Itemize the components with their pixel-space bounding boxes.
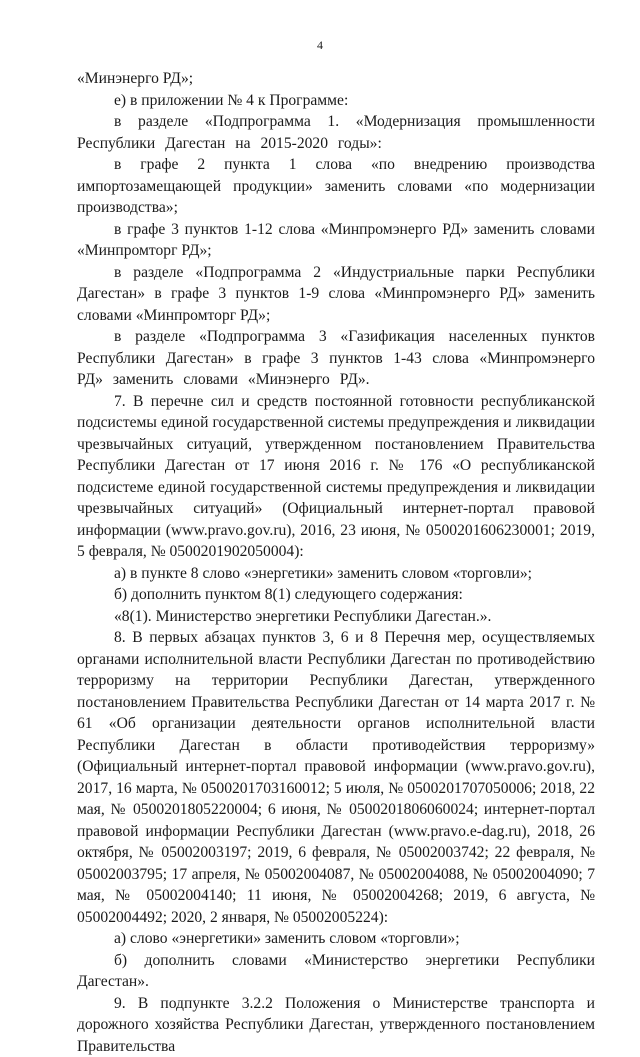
paragraph: в графе 2 пункта 1 слова «по внедрению производства импортозамещающей продукции» заменить словами «по модернизации производства»; xyxy=(77,154,595,219)
paragraph: а) в пункте 8 слово «энергетики» заменить словом «торговли»; xyxy=(77,563,595,585)
paragraph: е) в приложении № 4 к Программе: xyxy=(77,90,595,112)
paragraph: «Минэнерго РД»; xyxy=(77,68,595,90)
paragraph: 8. В первых абзацах пунктов 3, 6 и 8 Перечня мер, осуществляемых органами исполнительной власти Республики Дагестан по противодействию терроризму на территории Республики Дагестан, утвержденного постановлением Правительства Республики Дагестан от 14 марта 2017 г. № 61 «Об организации деятельности органов исполнительной власти Республики Дагестан в области противодействия терроризму» (Официальный интернет-портал правовой информации (www.pravo.gov.ru), 2017, 16 марта, № 0500201703160012; 5 июля, № 0500201707050006; 2018, 22 мая, № 0500201805220004; 6 июня, № 0500201806060024; интернет-портал правовой информации Республики Дагестан (www.pravo.e-dag.ru), 2018, 26 октября, № 05002003197; 2019, 6 февраля, № 05002003742; 22 февраля, № 05002003795; 17 апреля, № 05002004087, № 05002004088, № 05002004090; 7 мая, № 05002004140; 11 июня, № 05002004268; 2019, 6 августа, № 05002004492; 2020, 2 января, № 05002005224): xyxy=(77,627,595,928)
paragraph: б) дополнить пунктом 8(1) следующего содержания: xyxy=(77,584,595,606)
document-body xyxy=(77,68,595,1057)
paragraph: в разделе «Подпрограмма 3 «Газификация населенных пунктов Республики Дагестан» в графе 3 пунктов 1-43 слова «Минпромэнерго РД» заменить словами «Минэнерго РД». xyxy=(77,326,595,391)
paragraph: б) дополнить словами «Министерство энергетики Республики Дагестан». xyxy=(77,950,595,993)
paragraph: в графе 3 пунктов 1-12 слова «Минпромэнерго РД» заменить словами «Минпромторг РД»; xyxy=(77,219,595,262)
paragraph: в разделе «Подпрограмма 2 «Индустриальные парки Республики Дагестан» в графе 3 пунктов 1-9 слова «Минпромэнерго РД» заменить словами «Минпромторг РД»; xyxy=(77,262,595,327)
page-number: 4 xyxy=(0,38,640,53)
paragraph: 7. В перечне сил и средств постоянной готовности республиканской подсистемы единой государственной системы предупреждения и ликвидации чрезвычайных ситуаций, утвержденном постановлением Правительства Республики Дагестан от 17 июня 2016 г. № 176 «О республиканской подсистеме единой государственной системы предупреждения и ликвидации чрезвычайных ситуаций» (Официальный интернет-портал правовой информации (www.pravo.gov.ru), 2016, 23 июня, № 0500201606230001; 2019, 5 февраля, № 0500201902050004): xyxy=(77,391,595,563)
paragraph: 9. В подпункте 3.2.2 Положения о Министерстве транспорта и дорожного хозяйства Республики Дагестан, утвержденного постановлением Правительства xyxy=(77,993,595,1057)
paragraph: а) слово «энергетики» заменить словом «торговли»; xyxy=(77,928,595,950)
paragraph: в разделе «Подпрограмма 1. «Модернизация промышленности Республики Дагестан на 2015-2020 годы»: xyxy=(77,111,595,154)
paragraph: «8(1). Министерство энергетики Республики Дагестан.». xyxy=(77,606,595,628)
